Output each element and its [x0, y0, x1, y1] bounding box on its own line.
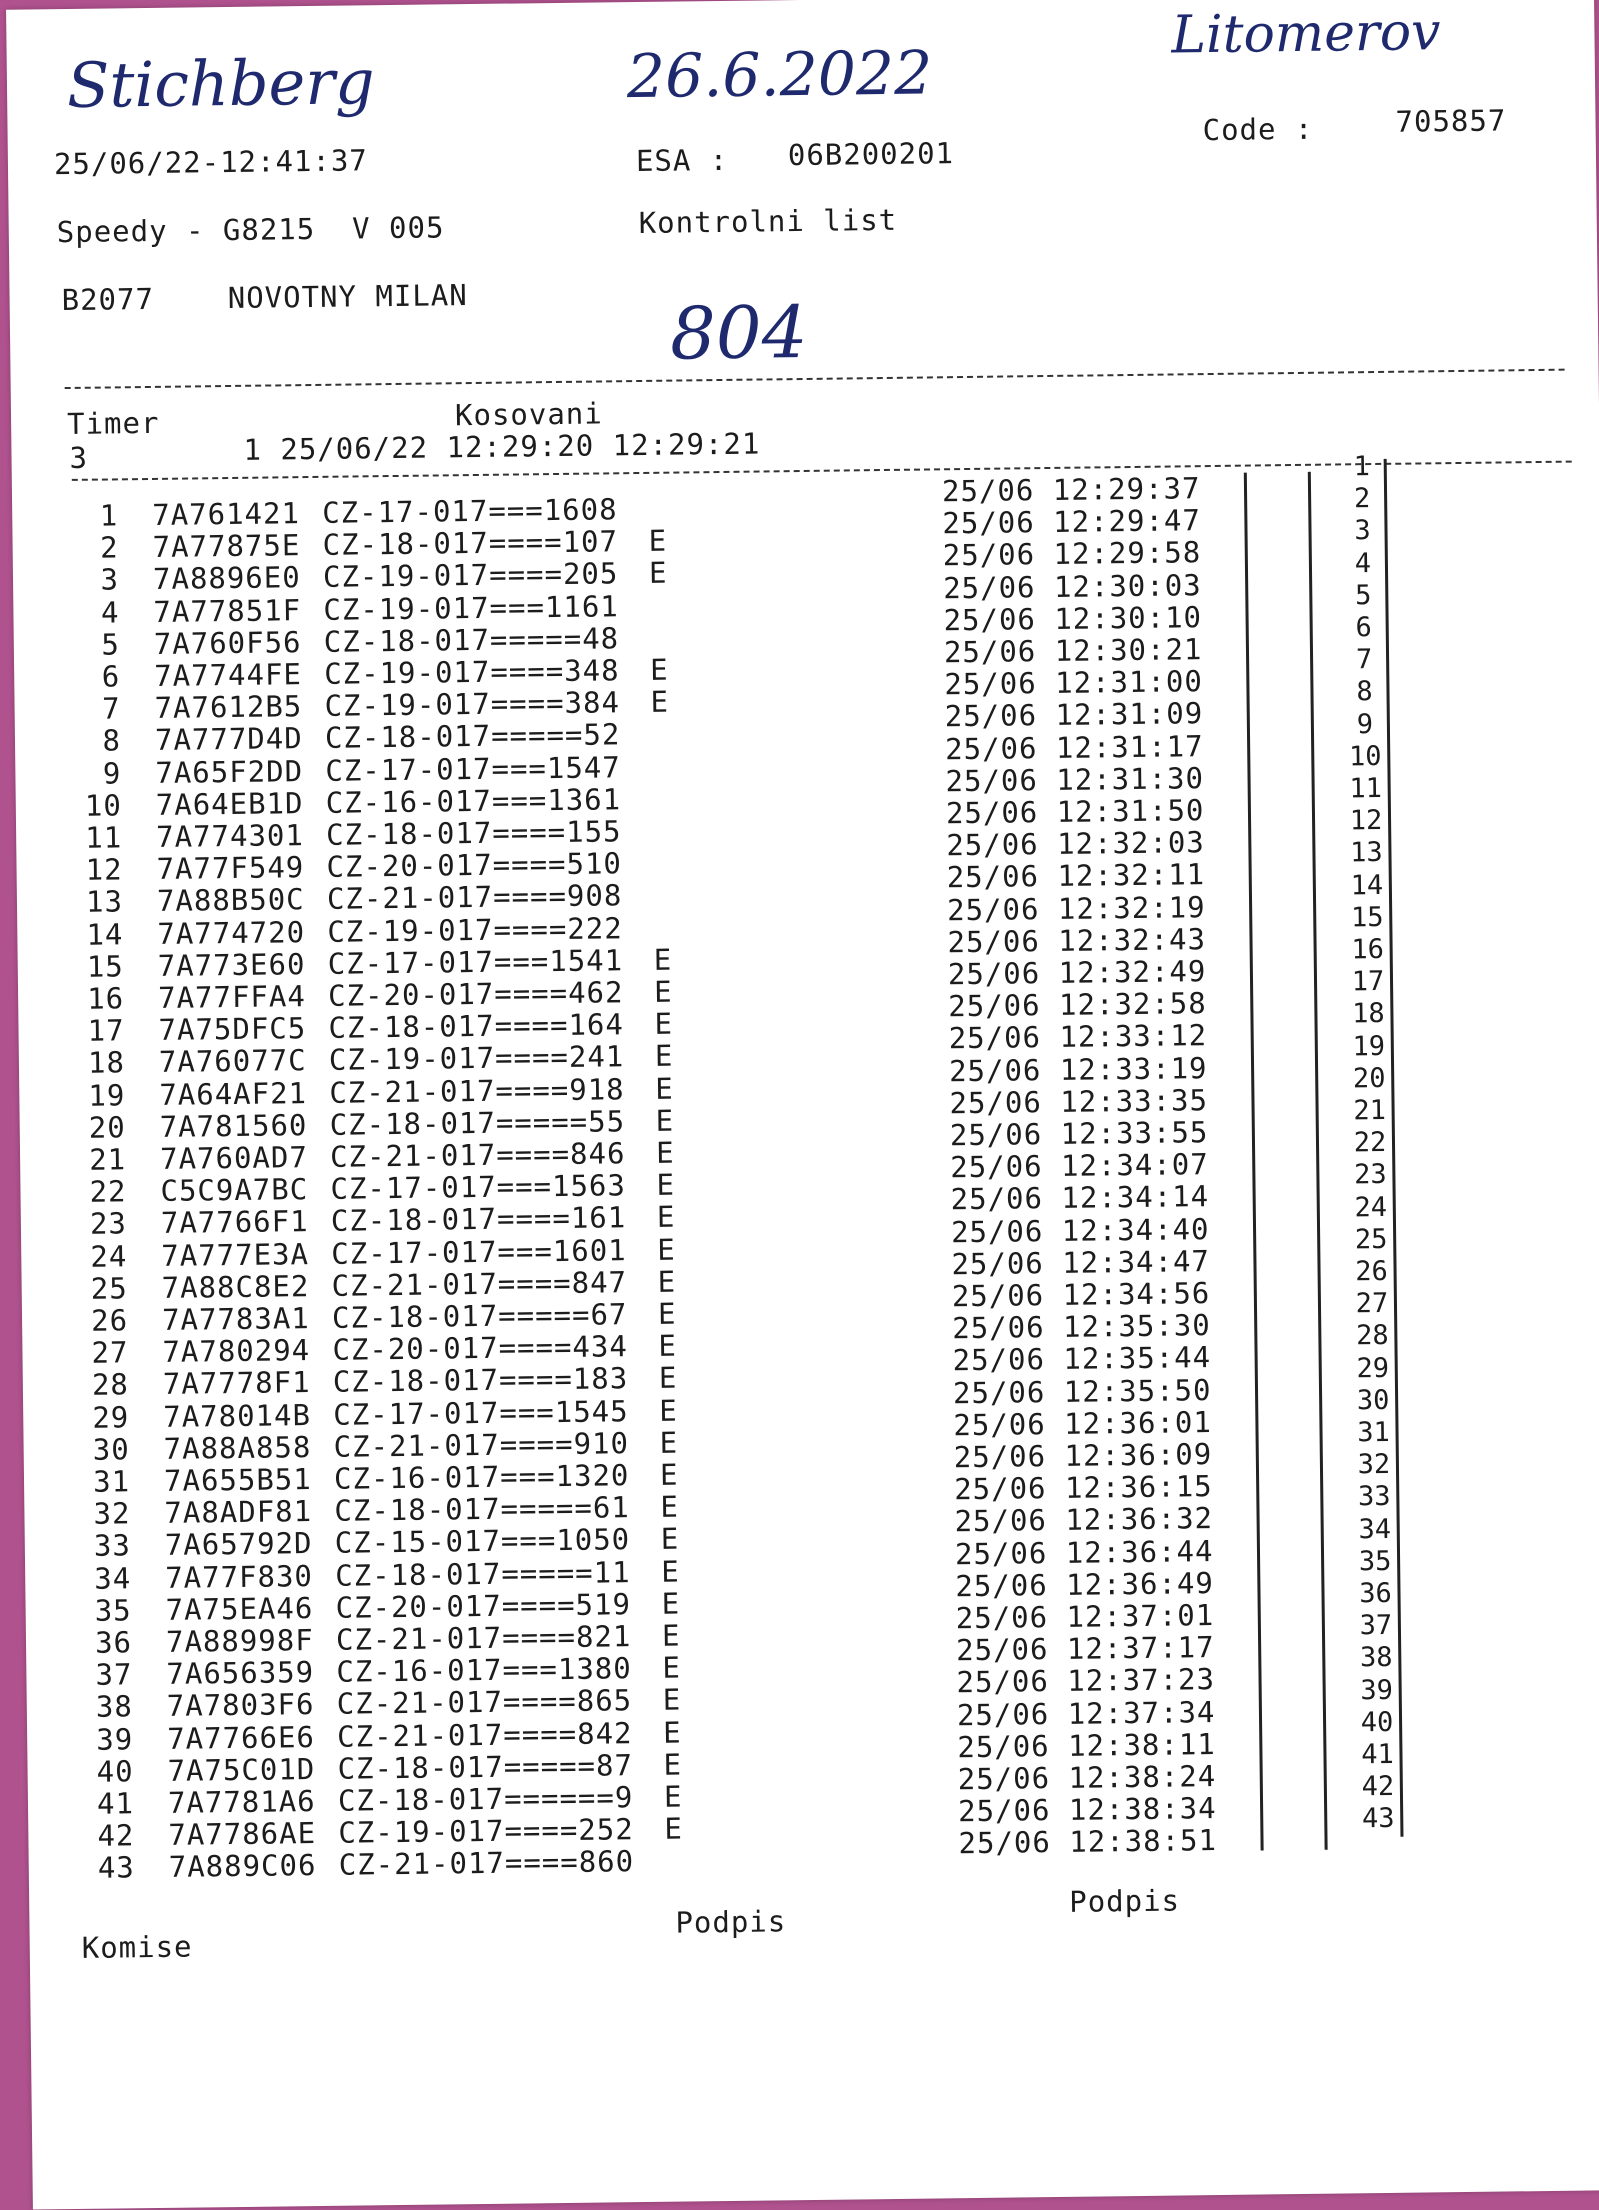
arrival-time: 25/06 12:37:17 [955, 1630, 1215, 1668]
counter-number: 24 [1354, 1191, 1388, 1223]
arrival-time: 25/06 12:30:10 [943, 599, 1203, 638]
row-number: 4 [100, 594, 120, 630]
e-flag: E [649, 652, 669, 687]
ring-number: CZ-21-017====918 [329, 1071, 625, 1110]
ring-number: CZ-16-017===1320 [333, 1458, 630, 1496]
ring-number: CZ-19-017===1161 [323, 588, 619, 627]
e-flag: E [660, 1489, 680, 1525]
e-flag: E [661, 1618, 681, 1653]
arrival-time: 25/06 12:31:50 [945, 793, 1205, 831]
row-number: 35 [94, 1593, 132, 1628]
arrival-time: 25/06 12:31:17 [944, 728, 1204, 766]
arrival-time: 25/06 12:29:47 [942, 503, 1202, 541]
e-flag: E [662, 1682, 682, 1718]
ring-number: CZ-21-017====842 [336, 1715, 633, 1754]
chip-id: 7A777D4D [154, 721, 303, 758]
timer-label: Timer [66, 405, 160, 441]
chip-id: 7A8ADF81 [164, 1494, 313, 1531]
row-number: 1 [99, 498, 119, 533]
ring-number: CZ-18-017====183 [332, 1361, 629, 1400]
chip-id: 7A774720 [157, 914, 306, 951]
ring-number: CZ-16-017===1380 [336, 1651, 632, 1689]
ring-number: CZ-19-017====205 [322, 556, 619, 595]
counter-number: 3 [1354, 515, 1371, 547]
counter-number: 18 [1351, 998, 1385, 1030]
ring-number: CZ-18-017====164 [328, 1007, 625, 1046]
e-flag: E [653, 974, 673, 1009]
ring-number: CZ-18-017======9 [337, 1780, 634, 1818]
counter-number: 6 [1355, 612, 1373, 644]
arrival-time: 25/06 12:37:01 [955, 1598, 1215, 1636]
counter-number: 40 [1360, 1706, 1394, 1739]
counter-number: 36 [1359, 1577, 1392, 1610]
ring-number: CZ-18-017=====87 [337, 1747, 634, 1786]
chip-id: 7A77851F [153, 592, 302, 629]
e-flag: E [664, 1811, 684, 1846]
counter-number: 7 [1355, 644, 1373, 676]
ring-number: CZ-17-017===1601 [331, 1232, 627, 1271]
esa-label: ESA : [635, 142, 729, 179]
arrival-time: 25/06 12:38:11 [957, 1726, 1216, 1765]
chip-id: 7A65F2DD [155, 753, 304, 790]
chip-id: 7A88B50C [156, 882, 305, 919]
chip-id: 7A761421 [152, 496, 301, 532]
arrival-time: 25/06 12:38:51 [958, 1823, 1218, 1861]
counter-number: 5 [1354, 579, 1372, 612]
counter-number: 33 [1357, 1481, 1391, 1513]
row-number: 33 [93, 1528, 132, 1564]
row-number: 38 [95, 1689, 134, 1725]
counter-number: 37 [1359, 1610, 1393, 1642]
counter-number: 16 [1351, 933, 1385, 966]
counter-number: 35 [1358, 1545, 1392, 1578]
arrival-time: 25/06 12:34:47 [951, 1243, 1211, 1282]
row-number: 9 [102, 755, 122, 791]
arrival-time: 25/06 12:30:21 [943, 632, 1203, 670]
chip-id: 7A760F56 [153, 624, 302, 661]
chip-id: 7A78014B [163, 1397, 312, 1434]
ring-number: CZ-18-017=====55 [329, 1104, 626, 1142]
counter-number: 12 [1349, 805, 1383, 837]
chip-id: 7A77F830 [165, 1558, 314, 1595]
control-sheet [6, 0, 1599, 2210]
member-name: B2077 NOVOTNY MILAN [61, 278, 468, 318]
chip-id: 7A7766E6 [166, 1719, 316, 1756]
row-number: 14 [86, 916, 124, 952]
row-number: 5 [101, 627, 121, 662]
chip-id: 7A64AF21 [159, 1075, 308, 1112]
counter-number: 19 [1352, 1030, 1386, 1062]
counter-number: 1 [1353, 451, 1371, 483]
row-number: 17 [87, 1013, 125, 1048]
row-number: 29 [92, 1399, 130, 1435]
footer-podpis-1: Podpis [675, 1904, 787, 1940]
row-number: 3 [100, 562, 120, 597]
chip-id: 7A774301 [155, 818, 305, 854]
row-number: 19 [88, 1077, 126, 1113]
e-flag: E [658, 1360, 678, 1396]
arrival-time: 25/06 12:33:19 [948, 1050, 1208, 1088]
arrival-time: 25/06 12:32:43 [947, 921, 1207, 960]
ring-number: CZ-19-017====348 [323, 653, 620, 691]
row-number: 43 [97, 1850, 135, 1886]
counter-number: 32 [1357, 1449, 1391, 1481]
arrival-time: 25/06 12:32:03 [946, 825, 1205, 863]
ring-number: CZ-21-017====860 [338, 1844, 635, 1883]
arrival-time: 25/06 12:31:30 [945, 760, 1205, 799]
chip-id: 7A88C8E2 [161, 1268, 310, 1305]
counter-number: 23 [1353, 1159, 1387, 1191]
chip-id: 7A7744FE [154, 657, 303, 693]
chip-id: 7A64EB1D [155, 785, 304, 822]
arrival-time: 25/06 12:35:44 [952, 1340, 1212, 1378]
ring-number: CZ-21-017====910 [333, 1425, 630, 1464]
arrival-time: 25/06 12:36:44 [954, 1533, 1214, 1571]
arrival-time: 25/06 12:36:15 [954, 1469, 1213, 1507]
chip-id: 7A773E60 [157, 946, 306, 983]
chip-id: 7A7786AE [168, 1816, 317, 1853]
arrival-time: 25/06 12:34:07 [950, 1147, 1209, 1185]
chip-id: 7A76077C [158, 1043, 307, 1080]
footer-komise: Komise [81, 1929, 193, 1965]
ring-number: CZ-18-017====107 [322, 524, 619, 563]
arrival-time: 25/06 12:38:34 [957, 1791, 1217, 1829]
esa-value: 06B200201 [787, 136, 955, 173]
row-number: 26 [90, 1303, 129, 1338]
chip-id: 7A7778F1 [162, 1365, 311, 1402]
row-number: 25 [90, 1271, 128, 1306]
counter-number: 27 [1355, 1288, 1389, 1320]
e-flag: E [653, 942, 673, 977]
counter-number: 29 [1356, 1352, 1390, 1384]
row-number: 24 [90, 1238, 128, 1274]
ring-number: CZ-19-017====252 [338, 1812, 634, 1850]
row-number: 20 [88, 1110, 126, 1145]
counter-number: 26 [1355, 1255, 1389, 1288]
arrival-time: 25/06 12:38:24 [957, 1759, 1217, 1797]
e-flag: E [659, 1457, 679, 1492]
ring-number: CZ-20-017====519 [335, 1586, 632, 1625]
arrival-time: 25/06 12:32:58 [948, 986, 1207, 1024]
counter-number: 25 [1354, 1223, 1388, 1256]
row-number: 40 [96, 1754, 134, 1789]
chip-id: 7A780294 [162, 1333, 311, 1370]
ring-number: CZ-18-017=====67 [331, 1297, 628, 1335]
counter-number: 8 [1356, 676, 1373, 708]
e-flag: E [648, 556, 668, 591]
ring-number: CZ-18-017====161 [330, 1200, 627, 1239]
e-flag: E [650, 684, 670, 720]
handwritten-signature: Litomerov [1171, 2, 1441, 66]
chip-id: 7A65792D [164, 1526, 313, 1563]
ring-number: CZ-21-017====908 [326, 878, 623, 917]
counter-number: 13 [1350, 837, 1383, 869]
row-number: 12 [85, 852, 123, 887]
counter-number: 22 [1353, 1127, 1387, 1159]
counter-number: 9 [1356, 708, 1374, 740]
arrival-time: 25/06 12:33:55 [949, 1115, 1209, 1153]
arrival-time: 25/06 12:37:34 [956, 1694, 1216, 1732]
chip-id: 7A777E3A [161, 1236, 310, 1273]
counter-number: 43 [1361, 1803, 1395, 1835]
e-flag: E [656, 1167, 676, 1203]
chip-id: 7A7766F1 [160, 1204, 309, 1241]
e-flag: E [648, 523, 668, 559]
e-flag: E [659, 1425, 679, 1460]
chip-id: 7A77FFA4 [157, 979, 307, 1015]
arrival-time: 25/06 12:35:50 [952, 1372, 1212, 1410]
chip-id: 7A781560 [159, 1107, 308, 1144]
ring-number: CZ-21-017====821 [335, 1619, 632, 1657]
footer-podpis-2: Podpis [1069, 1883, 1181, 1919]
e-flag: E [654, 1006, 674, 1042]
counter-number: 31 [1357, 1416, 1390, 1449]
counter-number: 20 [1352, 1062, 1386, 1095]
ring-number: CZ-20-017====462 [327, 975, 624, 1013]
chip-id: 7A88998F [165, 1623, 314, 1659]
arrival-time: 25/06 12:34:40 [950, 1211, 1210, 1249]
handwritten-number: 804 [669, 289, 809, 376]
chip-id: 7A75C01D [167, 1751, 316, 1788]
ring-number: CZ-18-017====155 [325, 814, 622, 852]
handwritten-place: Stichberg [66, 45, 375, 122]
chip-id: 7A655B51 [163, 1462, 312, 1498]
counter-number: 42 [1361, 1771, 1395, 1803]
chip-id: 7A8896E0 [152, 560, 301, 597]
row-number: 7 [101, 691, 121, 726]
arrival-time: 25/06 12:36:49 [955, 1565, 1215, 1604]
arrival-time: 25/06 12:36:01 [953, 1404, 1213, 1443]
ring-number: CZ-20-017====510 [326, 846, 623, 885]
e-flag: E [655, 1135, 675, 1170]
chip-id: 7A75EA46 [165, 1590, 314, 1627]
arrival-time: 25/06 12:36:32 [954, 1501, 1214, 1539]
row-number: 15 [86, 949, 124, 984]
document-title: Kontrolni list [638, 202, 898, 240]
arrival-time: 25/06 12:36:09 [953, 1437, 1213, 1475]
counter-number: 15 [1350, 901, 1384, 934]
arrival-time: 25/06 12:29:37 [941, 471, 1201, 509]
ring-number: CZ-21-017====847 [331, 1265, 628, 1303]
separator-1 [65, 369, 1565, 389]
ring-number: CZ-19-017====241 [328, 1039, 625, 1078]
counter-number: 2 [1353, 483, 1371, 515]
row-number: 10 [84, 788, 122, 823]
chip-id: C5C9A7BC [160, 1172, 309, 1209]
e-flag: E [659, 1393, 678, 1428]
row-number: 13 [85, 884, 124, 920]
counter-number: 11 [1349, 772, 1383, 805]
e-flag: E [662, 1715, 682, 1750]
chip-id: 7A889C06 [168, 1848, 317, 1885]
arrival-time: 25/06 12:35:30 [952, 1308, 1211, 1346]
e-flag: E [657, 1264, 677, 1299]
counter-number: 38 [1359, 1642, 1393, 1674]
arrival-time: 25/06 12:32:19 [946, 889, 1206, 927]
row-number: 11 [85, 820, 123, 855]
release-place: Kosovani [454, 396, 603, 433]
e-flag: E [660, 1521, 680, 1557]
row-number: 42 [97, 1818, 135, 1853]
e-flag: E [656, 1200, 676, 1235]
arrival-time: 25/06 12:30:03 [942, 567, 1202, 605]
counter-number: 4 [1354, 547, 1372, 579]
counter-number: 10 [1348, 740, 1382, 773]
chip-id: 7A656359 [166, 1655, 315, 1692]
ring-number: CZ-17-017===1563 [330, 1168, 627, 1207]
ring-number: CZ-19-017====222 [327, 910, 623, 949]
arrival-time: 25/06 12:29:58 [942, 535, 1202, 573]
arrival-time: 25/06 12:33:12 [948, 1018, 1208, 1056]
row-number: 8 [102, 723, 122, 758]
timer-number: 3 [69, 440, 89, 475]
e-flag: E [655, 1071, 674, 1106]
counter-number: 28 [1355, 1320, 1389, 1352]
row-number: 27 [91, 1335, 129, 1370]
chip-id: 7A7803F6 [166, 1687, 315, 1724]
row-number: 34 [94, 1560, 132, 1596]
counter-number: 30 [1356, 1384, 1390, 1417]
code-value: 705857 [1395, 103, 1507, 139]
arrival-time: 25/06 12:34:14 [950, 1179, 1210, 1217]
counter-number: 14 [1350, 869, 1384, 901]
ring-number: CZ-21-017====865 [336, 1683, 633, 1722]
handwritten-date: 26.6.2022 [626, 38, 933, 113]
row-number: 18 [87, 1045, 126, 1081]
chip-id: 7A77F549 [156, 850, 305, 887]
arrival-time: 25/06 12:31:09 [944, 696, 1204, 734]
code-label: Code : [1202, 111, 1314, 148]
arrival-time: 25/06 12:34:56 [951, 1276, 1211, 1314]
ring-number: CZ-19-017====384 [324, 685, 621, 724]
arrival-time: 25/06 12:32:11 [946, 857, 1206, 895]
row-number: 32 [93, 1496, 131, 1531]
ring-number: CZ-17-017===1547 [325, 749, 621, 788]
chip-id: 7A7783A1 [161, 1301, 310, 1337]
row-number: 16 [87, 981, 125, 1016]
row-number: 6 [101, 659, 121, 694]
chip-id: 7A7612B5 [154, 689, 303, 726]
chip-id: 7A7781A6 [167, 1784, 316, 1820]
counter-number: 41 [1361, 1738, 1394, 1771]
row-number: 30 [92, 1432, 130, 1467]
arrival-time: 25/06 12:31:00 [944, 664, 1203, 702]
arrival-time: 25/06 12:37:23 [956, 1662, 1216, 1700]
e-flag: E [657, 1232, 676, 1267]
printed-timestamp: 25/06/22-12:41:37 [53, 143, 368, 182]
chip-id: 7A75DFC5 [158, 1011, 307, 1048]
row-number: 37 [95, 1657, 133, 1692]
row-number: 31 [92, 1464, 131, 1499]
row-number: 28 [91, 1367, 130, 1403]
row-number: 39 [96, 1721, 134, 1757]
e-flag: E [660, 1554, 680, 1589]
row-number: 2 [99, 530, 119, 565]
e-flag: E [663, 1779, 683, 1814]
counter-number: 34 [1358, 1513, 1392, 1545]
release-line: 1 25/06/22 12:29:20 12:29:21 [243, 426, 761, 467]
e-flag: E [655, 1103, 675, 1138]
ring-number: CZ-18-017=====11 [335, 1554, 631, 1593]
ring-number: CZ-15-017===1050 [334, 1522, 631, 1561]
e-flag: E [657, 1296, 677, 1331]
e-flag: E [658, 1328, 678, 1364]
counter-number: 21 [1353, 1094, 1387, 1127]
ring-number: CZ-20-017====434 [332, 1329, 629, 1367]
ring-number: CZ-18-017=====61 [334, 1490, 630, 1528]
chip-id: 7A77875E [152, 528, 301, 565]
e-flag: E [654, 1039, 674, 1074]
ring-number: CZ-16-017===1361 [325, 782, 622, 820]
row-number: 21 [88, 1142, 127, 1177]
ring-number: CZ-18-017=====48 [323, 621, 620, 659]
arrival-time: 25/06 12:33:35 [949, 1082, 1209, 1121]
row-number: 41 [96, 1786, 135, 1821]
ring-number: CZ-17-017===1541 [327, 943, 624, 981]
speedy-device: Speedy - G8215 V 005 [56, 210, 445, 250]
e-flag: E [661, 1586, 681, 1621]
ring-number: CZ-21-017====846 [329, 1136, 626, 1174]
row-number: 36 [94, 1625, 133, 1660]
row-number: 23 [89, 1206, 128, 1242]
chip-id: 7A88A858 [163, 1429, 312, 1466]
counter-number: 17 [1351, 966, 1385, 998]
chip-id: 7A760AD7 [159, 1140, 308, 1176]
row-number: 22 [89, 1174, 127, 1209]
arrival-time: 25/06 12:32:49 [947, 954, 1207, 992]
ring-number: CZ-17-017===1608 [322, 492, 618, 530]
e-flag: E [662, 1650, 682, 1685]
e-flag: E [663, 1747, 683, 1782]
ring-number: CZ-18-017=====52 [324, 717, 621, 756]
counter-number: 39 [1360, 1674, 1394, 1706]
ring-number: CZ-17-017===1545 [333, 1393, 629, 1432]
